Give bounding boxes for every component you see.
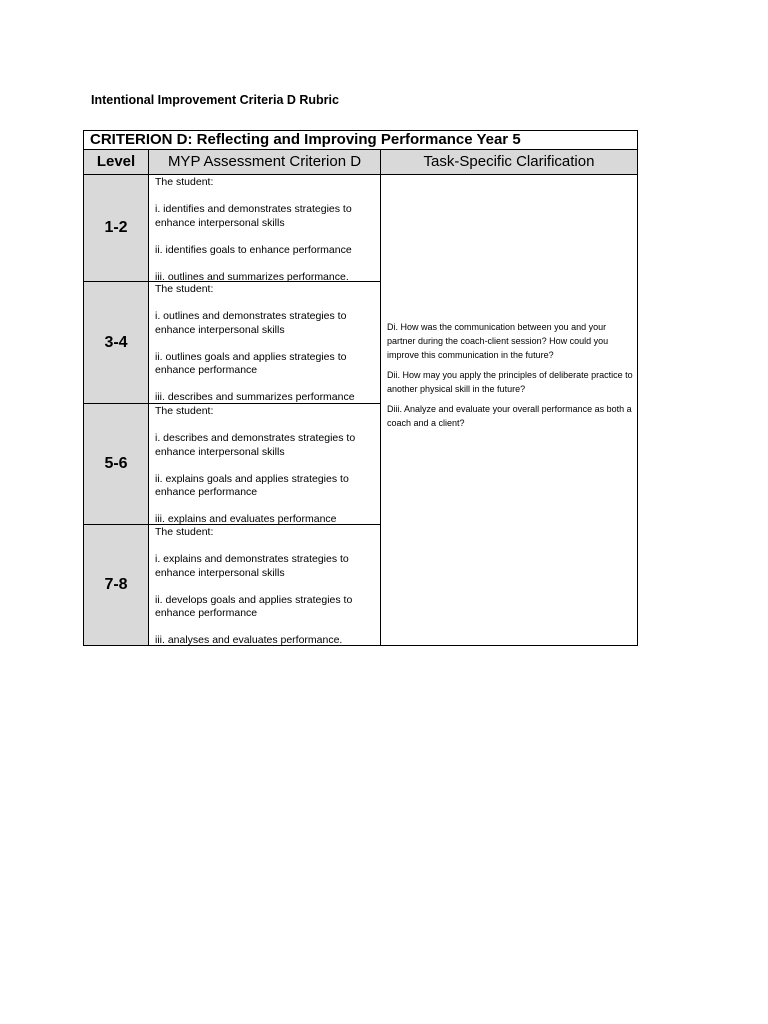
clarification-item: Di. How was the communication between you and your partner during the coach-client session? How could you improve this communication in the future? [387, 322, 609, 360]
descriptor-item: i. outlines and demonstrates strategies to enhance interpersonal skills [155, 310, 347, 336]
descriptor-item: ii. explains goals and applies strategies to enhance performance [155, 472, 349, 498]
descriptor-intro: The student: [155, 405, 214, 417]
descriptor-item: iii. outlines and summarizes performance. [155, 270, 349, 282]
descriptor-item: ii. develops goals and applies strategies to enhance performance [155, 593, 353, 619]
descriptor-intro: The student: [155, 283, 214, 295]
descriptor-item: i. identifies and demonstrates strategies to enhance interpersonal skills [155, 203, 352, 229]
descriptor-item: i. describes and demonstrates strategies to enhance interpersonal skills [155, 432, 356, 458]
level-cell: 3-4 [84, 282, 149, 404]
clarification-item: Diii. Analyze and evaluate your overall performance as both a coach and a client? [387, 404, 632, 428]
descriptor-item: ii. outlines goals and applies strategies to enhance performance [155, 350, 347, 376]
rubric-table [83, 130, 638, 646]
level-cell: 7-8 [84, 525, 149, 645]
header-clarification: Task-Specific Clarification [381, 150, 637, 175]
clarification-item: Dii. How may you apply the principles of deliberate practice to another physical skill in the future? [387, 370, 633, 394]
criterion-descriptor [149, 525, 381, 645]
descriptor-item: ii. identifies goals to enhance performance [155, 243, 352, 256]
criterion-descriptor [149, 282, 381, 404]
criterion-descriptor [149, 175, 381, 282]
header-level: Level [84, 150, 149, 175]
descriptor-item: iii. explains and evaluates performance [155, 513, 337, 525]
descriptor-intro: The student: [155, 526, 214, 538]
descriptor-item: i. explains and demonstrates strategies to enhance interpersonal skills [155, 553, 349, 579]
criterion-title: CRITERION D: Reflecting and Improving Performance Year 5 [84, 131, 637, 150]
level-cell: 1-2 [84, 175, 149, 282]
header-criterion: MYP Assessment Criterion D [149, 150, 381, 175]
criterion-descriptor [149, 404, 381, 525]
task-clarification-cell [381, 175, 637, 645]
descriptor-item: iii. analyses and evaluates performance. [155, 634, 343, 645]
document-title: Intentional Improvement Criteria D Rubric [91, 93, 339, 107]
descriptor-item: iii. describes and summarizes performance [155, 391, 355, 403]
descriptor-intro: The student: [155, 176, 214, 188]
level-cell: 5-6 [84, 404, 149, 525]
